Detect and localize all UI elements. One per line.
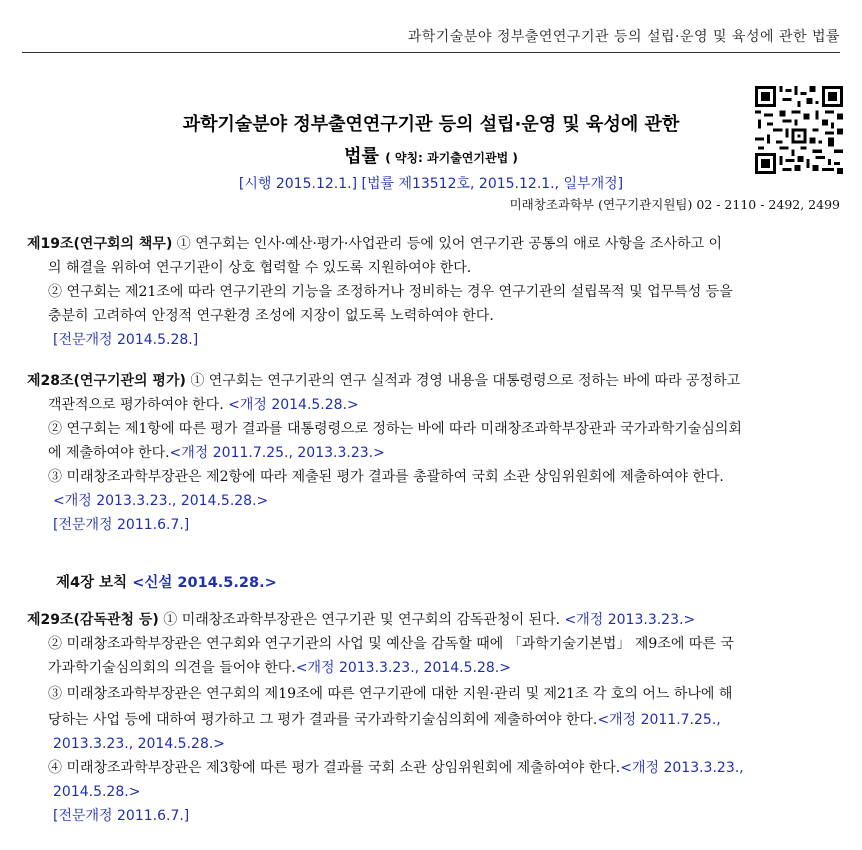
article-28-heading: 제28조(연구기관의 평가) (27, 373, 186, 389)
chapter-4-heading: 제4장 보칙 <신설 2014.5.28.> (56, 575, 277, 591)
article-29-amend-note-4b: 2014.5.28.> (53, 784, 141, 800)
article-29-amend-note-3b: 2013.3.23., 2014.5.28.> (53, 736, 226, 752)
article-19-heading: 제19조(연구회의 책무) (27, 236, 173, 252)
chapter-4-note: <신설 2014.5.28.> (132, 575, 277, 591)
article-29-para-3: ③ 미래창조과학부장관은 연구회의 제19조에 따른 연구기관에 대한 지원·관리 및 제21조 각 호의 어느 하나에 해 (48, 686, 733, 702)
article-28-line-1 (27, 372, 740, 390)
article-29-amend-note-3: <개정 2011.7.25., (597, 712, 721, 728)
article-19-line-4: 충분히 고려하여 안정적 연구환경 조성에 지장이 없도록 노력하여야 한다. (48, 308, 494, 324)
article-28-amend-note-2: <개정 2011.7.25., 2013.3.23.> (169, 445, 385, 461)
article-29-line-5: 당하는 사업 등에 대하여 평가하고 그 평가 결과를 국가과학기술심의회에 제출하여야 한다.<개정 2011.7.25., (48, 712, 721, 728)
article-29-para-4: ④ 미래창조과학부장관은 제3항에 따른 평가 결과를 국회 소관 상임위원회에 제출하여야 한다.<개정 2013.3.23., (48, 760, 744, 776)
article-29-amendment: [전문개정 2011.6.7.] (53, 808, 190, 824)
article-28-text: ① 연구회는 연구기관의 연구 실적과 경영 내용을 대통령령으로 정하는 바에 따라 공정하고 (185, 373, 741, 389)
article-29-amend-note-2: <개정 2013.3.23., 2014.5.28.> (295, 660, 511, 676)
article-29-line-3: 가과학기술심의회의 의견을 들어야 한다.<개정 2013.3.23., 2014.5.28.> (48, 660, 511, 676)
article-29-line-1: 제29조(감독관청 등) ① 미래창조과학부장관은 연구기관 및 연구회의 감독관청이 된다. <개정 2013.3.23.> (27, 612, 696, 628)
article-19-text: ① 연구회는 인사·예산·평가·사업관리 등에 있어 연구기관 공통의 애로 사항을 조사하고 이 (172, 236, 722, 252)
article-19-line-1 (27, 235, 722, 253)
article-29-para-2: ② 미래창조과학부장관은 연구회와 연구기관의 사업 및 예산을 감독할 때에 「과학기술기본법」 제9조에 따른 국 (48, 636, 734, 652)
article-19-para-2: ② 연구회는 제21조에 따라 연구기관의 기능을 조정하거나 정비하는 경우 연구기관의 설립목적 및 업무특성 등을 (48, 284, 733, 300)
article-28-line-2: 객관적으로 평가하여야 한다. <개정 2014.5.28.> (48, 397, 359, 413)
article-28-amend-note-3: <개정 2013.3.23., 2014.5.28.> (53, 493, 269, 509)
article-28-amendment: [전문개정 2011.6.7.] (53, 517, 190, 533)
article-19-line-2: 의 해결을 위하여 연구기관이 상호 협력할 수 있도록 지원하여야 한다. (48, 260, 472, 276)
ministry-contact: 미래창조과학부 (연구기관지원팀) 02 - 2110 - 2492, 2499 (509, 197, 840, 212)
article-28-amend-note-1: <개정 2014.5.28.> (223, 397, 359, 413)
law-title-line2 (0, 142, 862, 168)
law-abbreviation: ( 약칭: 과기출연기관법 ) (385, 151, 518, 165)
article-19-amendment: [전문개정 2014.5.28.] (53, 332, 199, 348)
header-rule (22, 52, 840, 53)
law-title-word: 법률 (344, 146, 379, 167)
article-29-amend-note-4: <개정 2013.3.23., (620, 760, 744, 776)
article-28-para-2: ② 연구회는 제1항에 따른 평가 결과를 대통령령으로 정하는 바에 따라 미래창조과학부장관과 국가과학기술심의회 (48, 421, 742, 437)
article-28-line-4: 에 제출하여야 한다.<개정 2011.7.25., 2013.3.23.> (48, 445, 385, 461)
enactment-info: [시행 2015.12.1.] [법률 제13512호, 2015.12.1., 일부개정] (238, 176, 624, 192)
article-28-para-3: ③ 미래창조과학부장관은 제2항에 따라 제출된 평가 결과를 총괄하여 국회 소관 상임위원회에 제출하여야 한다. (48, 469, 724, 485)
law-title-line1: 과학기술분야 정부출연연구기관 등의 설립·운영 및 육성에 관한 (182, 114, 680, 135)
running-head: 과학기술분야 정부출연연구기관 등의 설립·운영 및 육성에 관한 법률 (407, 29, 840, 45)
article-29-amend-note-1: <개정 2013.3.23.> (560, 612, 696, 628)
article-29-heading: 제29조(감독관청 등) (27, 612, 159, 628)
